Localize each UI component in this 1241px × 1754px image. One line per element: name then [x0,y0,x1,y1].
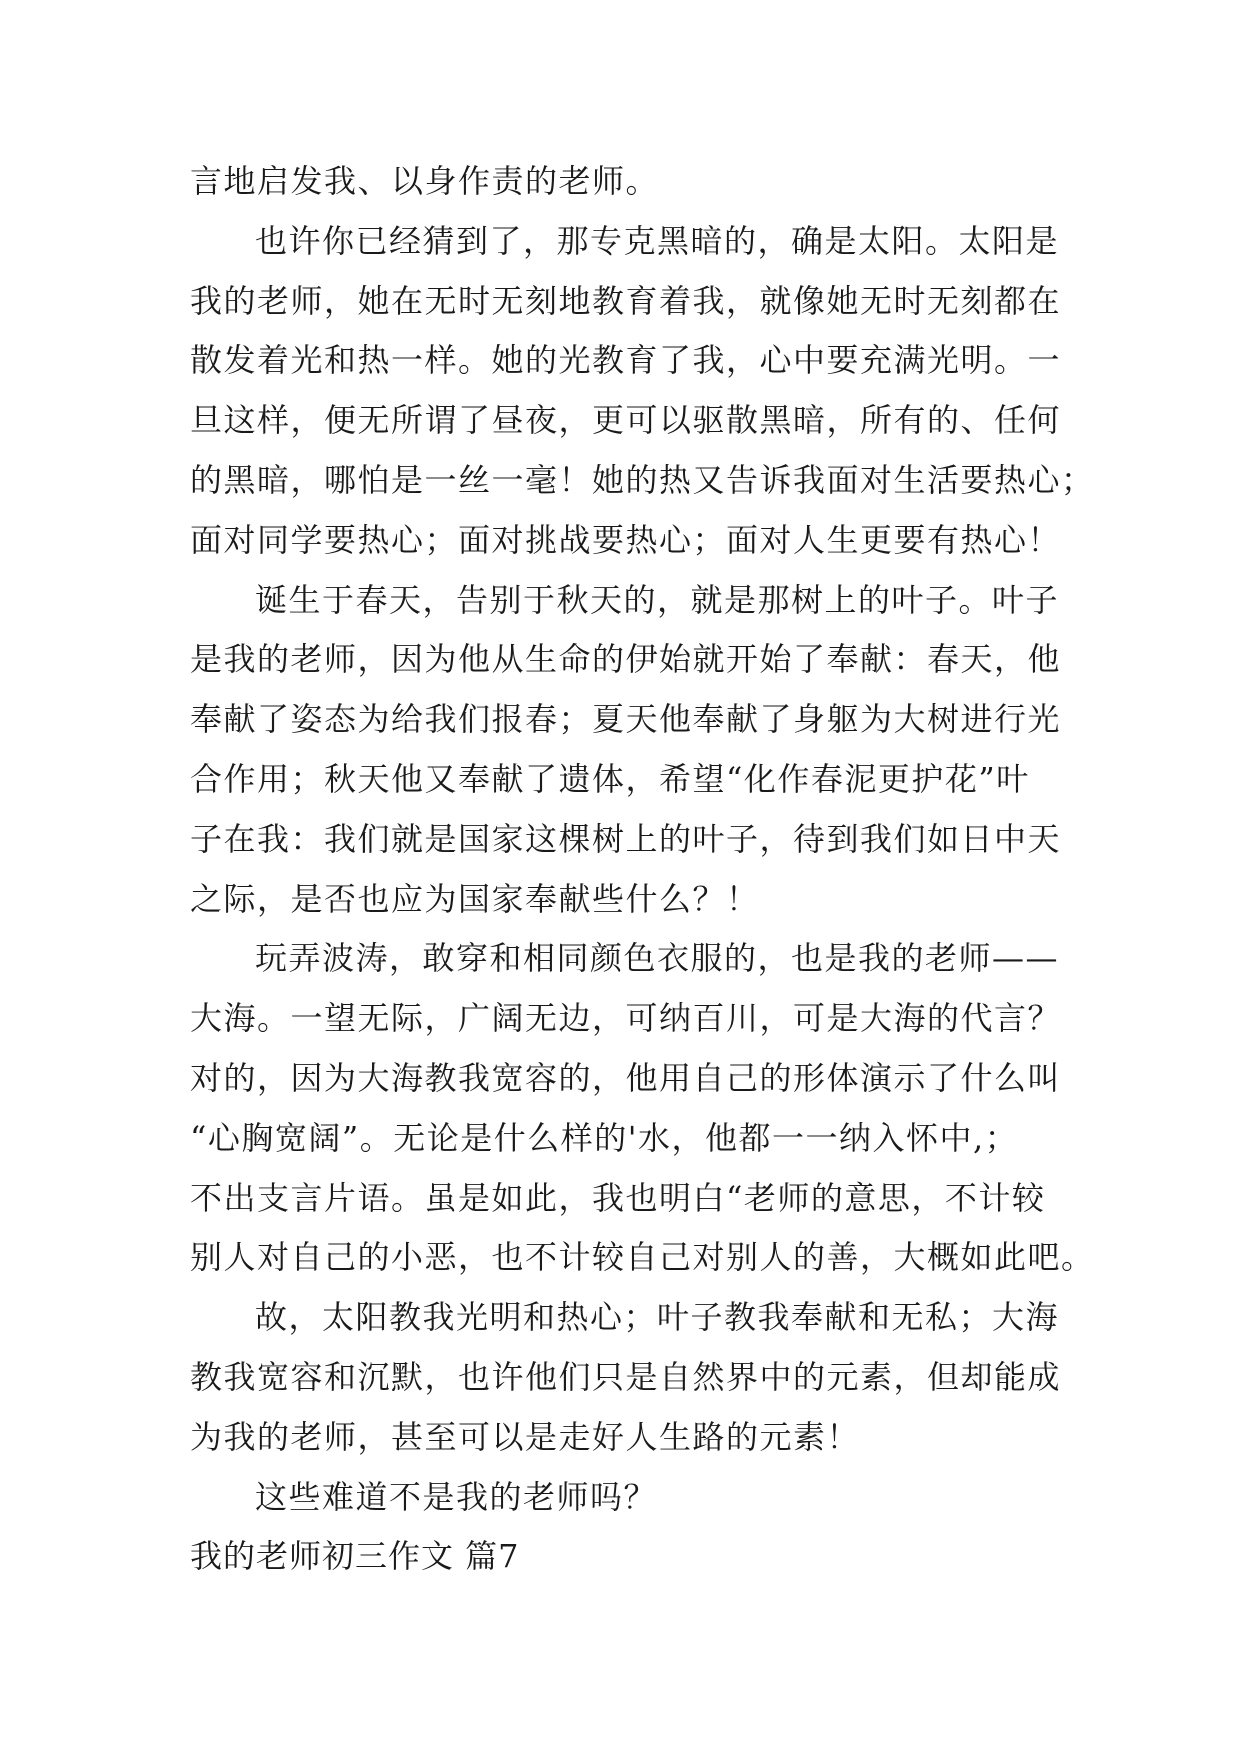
text-line: 是我的老师，因为他从生命的伊始就开始了奉献：春天，他 [190,640,1062,679]
section-heading: 我的老师初三作文 篇7 [190,1537,520,1576]
text-line: 故，太阳教我光明和热心；叶子教我奉献和无私；大海 [255,1298,1060,1337]
text-line: 别人对自己的小恶，也不计较自己对别人的善，大概如此吧。 [190,1238,1095,1277]
text-line: 诞生于春天，告别于秋天的，就是那树上的叶子。叶子 [255,580,1060,619]
text-line: 子在我：我们就是国家这棵树上的叶子，待到我们如日中天 [190,819,1062,858]
essay-body [190,152,1095,1587]
text-line: 玩弄波涛，敢穿和相同颜色衣服的，也是我的老师—— [255,939,1060,978]
text-line: 之际，是否也应为国家奉献些什么？！ [190,879,760,918]
text-line: 合作用；秋天他又奉献了遗体，希望“化作春泥更护花”叶 [190,759,1030,798]
text-line: 的黑暗，哪怕是一丝一毫！她的热又告诉我面对生活要热心； [190,460,1095,499]
text-line: 大海。一望无际，广阔无边，可纳百川，可是大海的代言？ [190,999,1062,1038]
text-line: 旦这样，便无所谓了昼夜，更可以驱散黑暗，所有的、任何 [190,401,1062,440]
text-line: 为我的老师，甚至可以是走好人生路的元素！ [190,1417,861,1456]
text-line: 也许你已经猜到了，那专克黑暗的，确是太阳。太阳是 [255,221,1060,260]
text-line: 这些难道不是我的老师吗？ [255,1477,658,1516]
text-line: 对的，因为大海教我宽容的，他用自己的形体演示了什么叫 [190,1058,1062,1097]
text-line: 散发着光和热一样。她的光教育了我，心中要充满光明。一 [190,341,1062,380]
text-line: “心胸宽阔”。无论是什么样的'水，他都一一纳入怀中,； [190,1118,1019,1157]
text-line: 言地启发我、以身作责的老师。 [190,162,660,200]
text-line: 教我宽容和沉默，也许他们只是自然界中的元素，但却能成 [190,1357,1062,1396]
text-line: 不出支言片语。虽是如此，我也明白“老师的意思，不计较 [190,1178,1046,1217]
text-line: 面对同学要热心；面对挑战要热心；面对人生更要有热心！ [190,520,1062,559]
text-line: 我的老师，她在无时无刻地教育着我，就像她无时无刻都在 [190,281,1062,320]
text-line: 奉献了姿态为给我们报春；夏天他奉献了身躯为大树进行光 [190,700,1062,739]
